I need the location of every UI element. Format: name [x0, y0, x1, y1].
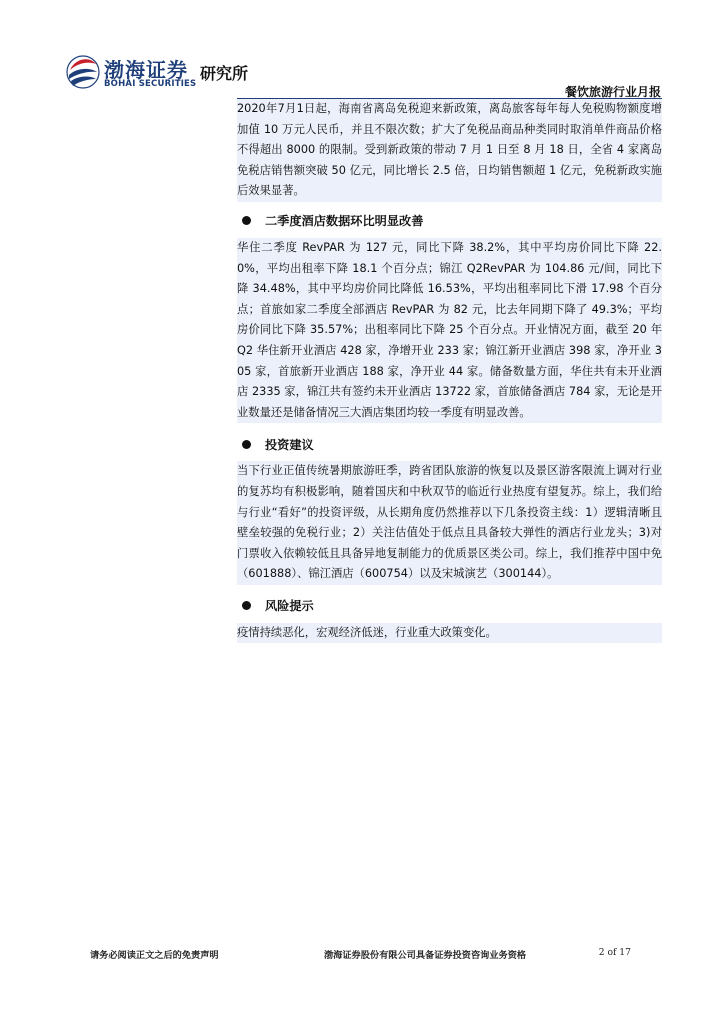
bohai-logo-icon	[66, 50, 100, 94]
section-heading-investment	[237, 427, 662, 461]
logo-chinese-name: 渤海证券	[104, 58, 188, 82]
investment-paragraph: 当下行业正值传统暑期旅游旺季，跨省团队旅游的恢复以及景区游客限流上调对行业的复苏均有积极影响，随着国庆和中秋双节的临近行业热度有望复苏。综上，我们给与行业“看好”的投资评级，从长期角度仍然推荐以下几条投资主线：1）逻辑清晰且壁垒较强的免税行业；2）关注估值处于低点且具备较大弹性的酒店行业龙头；3)对门票收入依赖较低且具备异地复制能力的优质景区类公司。综上，我们推荐中国中免（601888）、锦江酒店（600754）以及宋城演艺（300144）。	[237, 461, 662, 585]
page-number: 2 of 17	[598, 947, 631, 958]
bullet-icon	[242, 440, 251, 449]
institute-label: 研究所	[200, 64, 249, 83]
report-body	[237, 99, 662, 643]
bullet-icon	[242, 601, 251, 610]
section-title: 投资建议	[265, 437, 314, 452]
company-logo	[66, 50, 326, 94]
section-title: 风险提示	[265, 599, 314, 614]
disclaimer-note: 请务必阅读正文之后的免责声明	[90, 950, 219, 961]
logo-english-name: BOHAI SECURITIES	[104, 79, 197, 89]
hotel-paragraph: 华住二季度 RevPAR 为 127 元，同比下降 38.2%，其中平均房价同比下降 22.0%，平均出租率下降 18.1 个百分点；锦江 Q2RevPAR 为 104.86 元/间，同比下降 34.48%，其中平均房价同比降低 16.53%，平均出租率同比下滑 17.98 个百分点；首旅如家二季度全部酒店 RevPAR 为 82 元，比去年同期下降了 49.3%；平均房价同比下降 35.57%；出租率同比下降 25 个百分点。开业情况方面，截至 20 年 Q2 华住新开业酒店 428 家，净增开业 233 家；锦江新开业酒店 398 家，净开业 305 家，首旅新开业酒店 188 家，净开业 44 家。储备数量方面，华住共有未开业酒店 2335 家，锦江共有签约未开业酒店 13722 家，首旅储备酒店 784 家，无论是开业数量还是储备情况三大酒店集团均较一季度有明显改善。	[237, 238, 662, 423]
section-heading-hotel	[237, 204, 662, 238]
qualification-note: 渤海证券股份有限公司具备证券投资咨询业务资格	[324, 950, 527, 961]
intro-paragraph: 2020年7月1日起，海南省离岛免税迎来新政策，离岛旅客每年每人免税购物额度增加值 10 万元人民币，并且不限次数；扩大了免税品商品种类同时取消单件商品价格不得超出 8000 的限制。受到新政策的带动 7 月 1 日至 8 月 18 日，全省 4 家离岛免税店销售额突破 50 亿元，同比增长 2.5 倍，日均销售额超 1 亿元，免税新政实施后效果显著。	[237, 99, 662, 202]
section-title: 二季度酒店数据环比明显改善	[265, 214, 424, 229]
risk-paragraph: 疫情持续恶化，宏观经济低迷，行业重大政策变化。	[237, 623, 662, 644]
bullet-icon	[242, 216, 251, 225]
section-heading-risk	[237, 589, 662, 623]
report-type-title: 餐饮旅游行业月报	[564, 85, 661, 99]
